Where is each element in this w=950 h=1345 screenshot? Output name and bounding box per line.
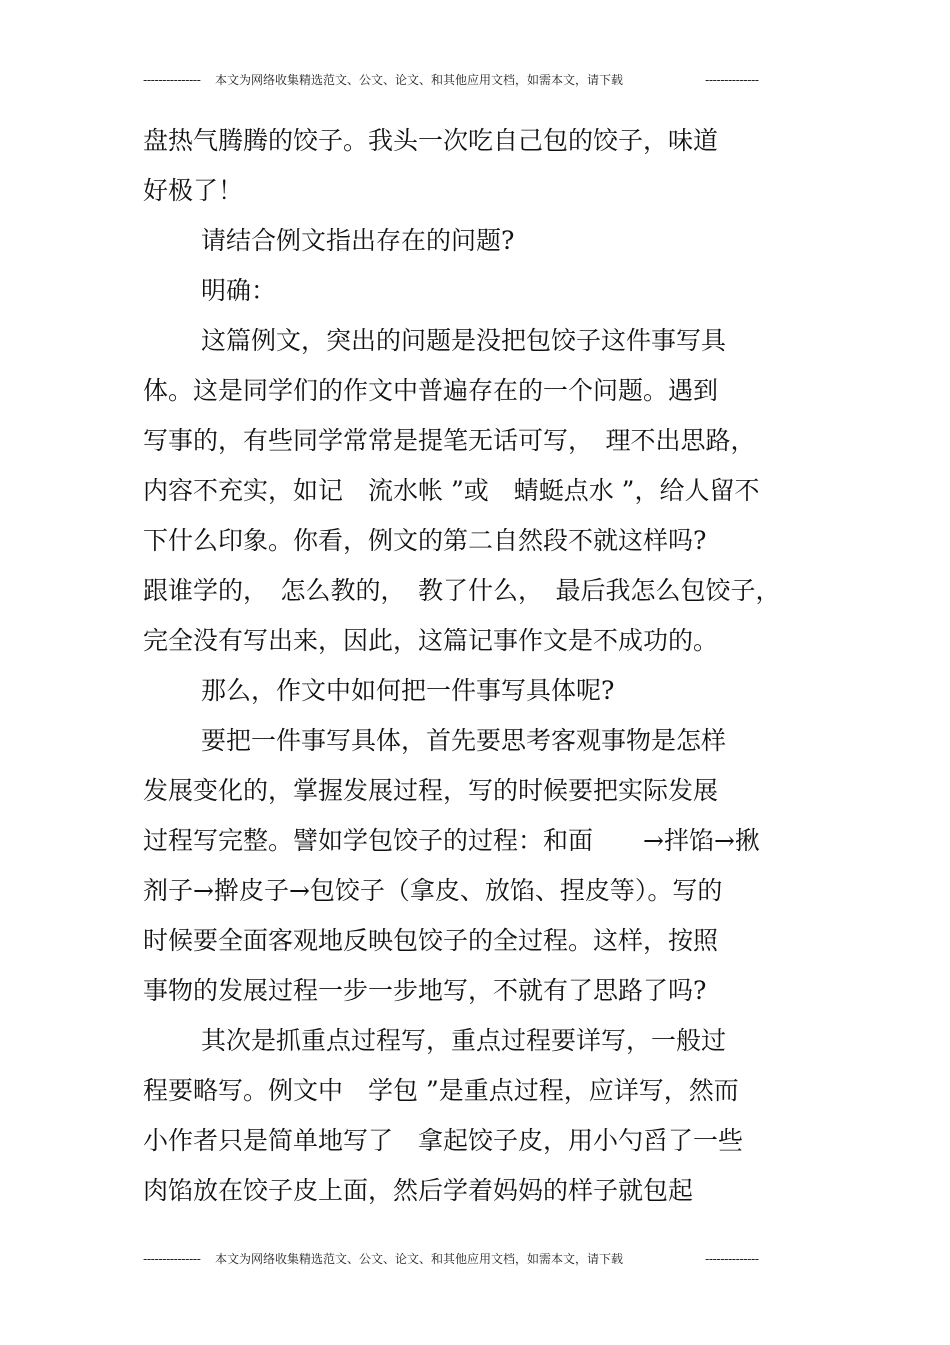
body-line: 肉馅放在饺子皮上面，然后学着妈妈的样子就包起 bbox=[143, 1176, 694, 1205]
body-line: 好极了！ bbox=[143, 176, 244, 205]
body-line: 事物的发展过程一步一步地写，不就有了思路了吗? bbox=[143, 976, 707, 1005]
body-line: 跟谁学的， 怎么教的， 教了什么， 最后我怎么包饺子， bbox=[143, 576, 781, 605]
body-line: 这篇例文，突出的问题是没把包饺子这件事写具 bbox=[201, 326, 727, 355]
body-line: 体。这是同学们的作文中普遍存在的一个问题。遇到 bbox=[143, 376, 719, 405]
body-line: 请结合例文指出存在的问题? bbox=[201, 226, 515, 255]
body-line: 过程写完整。譬如学包饺子的过程：和面 →拌馅→揪 bbox=[143, 826, 760, 855]
body-line: 发展变化的，掌握发展过程，写的时候要把实际发展 bbox=[143, 776, 719, 805]
header-dashes-right: -------------- bbox=[705, 73, 759, 87]
body-line: 完全没有写出来，因此，这篇记事作文是不成功的。 bbox=[143, 626, 719, 655]
body-line: 其次是抓重点过程写，重点过程要详写，一般过 bbox=[201, 1026, 727, 1055]
header-dashes-left: --------------- bbox=[143, 73, 201, 87]
footer-text: 本文为网络收集精选范文、公文、论文、和其他应用文档，如需本文，请下载 bbox=[215, 1252, 624, 1266]
body-line: 时候要全面客观地反映包饺子的全过程。这样，按照 bbox=[143, 926, 719, 955]
body-line: 下什么印象。你看，例文的第二自然段不就这样吗? bbox=[143, 526, 707, 555]
body-line: 程要略写。例文中 学包 ”是重点过程，应详写，然而 bbox=[143, 1076, 739, 1105]
body-line: 内容不充实，如记 流水帐 ”或 蜻蜓点水 ”，给人留不 bbox=[143, 476, 760, 505]
body-line: 剂子→擀皮子→包饺子（拿皮、放馅、捏皮等）。写的 bbox=[143, 876, 723, 905]
page-header bbox=[143, 70, 768, 90]
body-line: 明确： bbox=[201, 276, 277, 305]
body-line: 写事的，有些同学常常是提笔无话可写， 理不出思路， bbox=[143, 426, 756, 455]
page-footer bbox=[143, 1249, 768, 1269]
body-line: 小作者只是简单地写了 拿起饺子皮，用小勺舀了一些 bbox=[143, 1126, 744, 1155]
body-line: 那么，作文中如何把一件事写具体呢? bbox=[201, 676, 615, 705]
footer-dashes-left: --------------- bbox=[143, 1252, 201, 1266]
body-line: 要把一件事写具体，首先要思考客观事物是怎样 bbox=[201, 726, 727, 755]
footer-dashes-right: -------------- bbox=[705, 1252, 759, 1266]
body-line: 盘热气腾腾的饺子。我头一次吃自己包的饺子，味道 bbox=[143, 126, 719, 155]
header-text: 本文为网络收集精选范文、公文、论文、和其他应用文档，如需本文，请下载 bbox=[215, 73, 624, 87]
